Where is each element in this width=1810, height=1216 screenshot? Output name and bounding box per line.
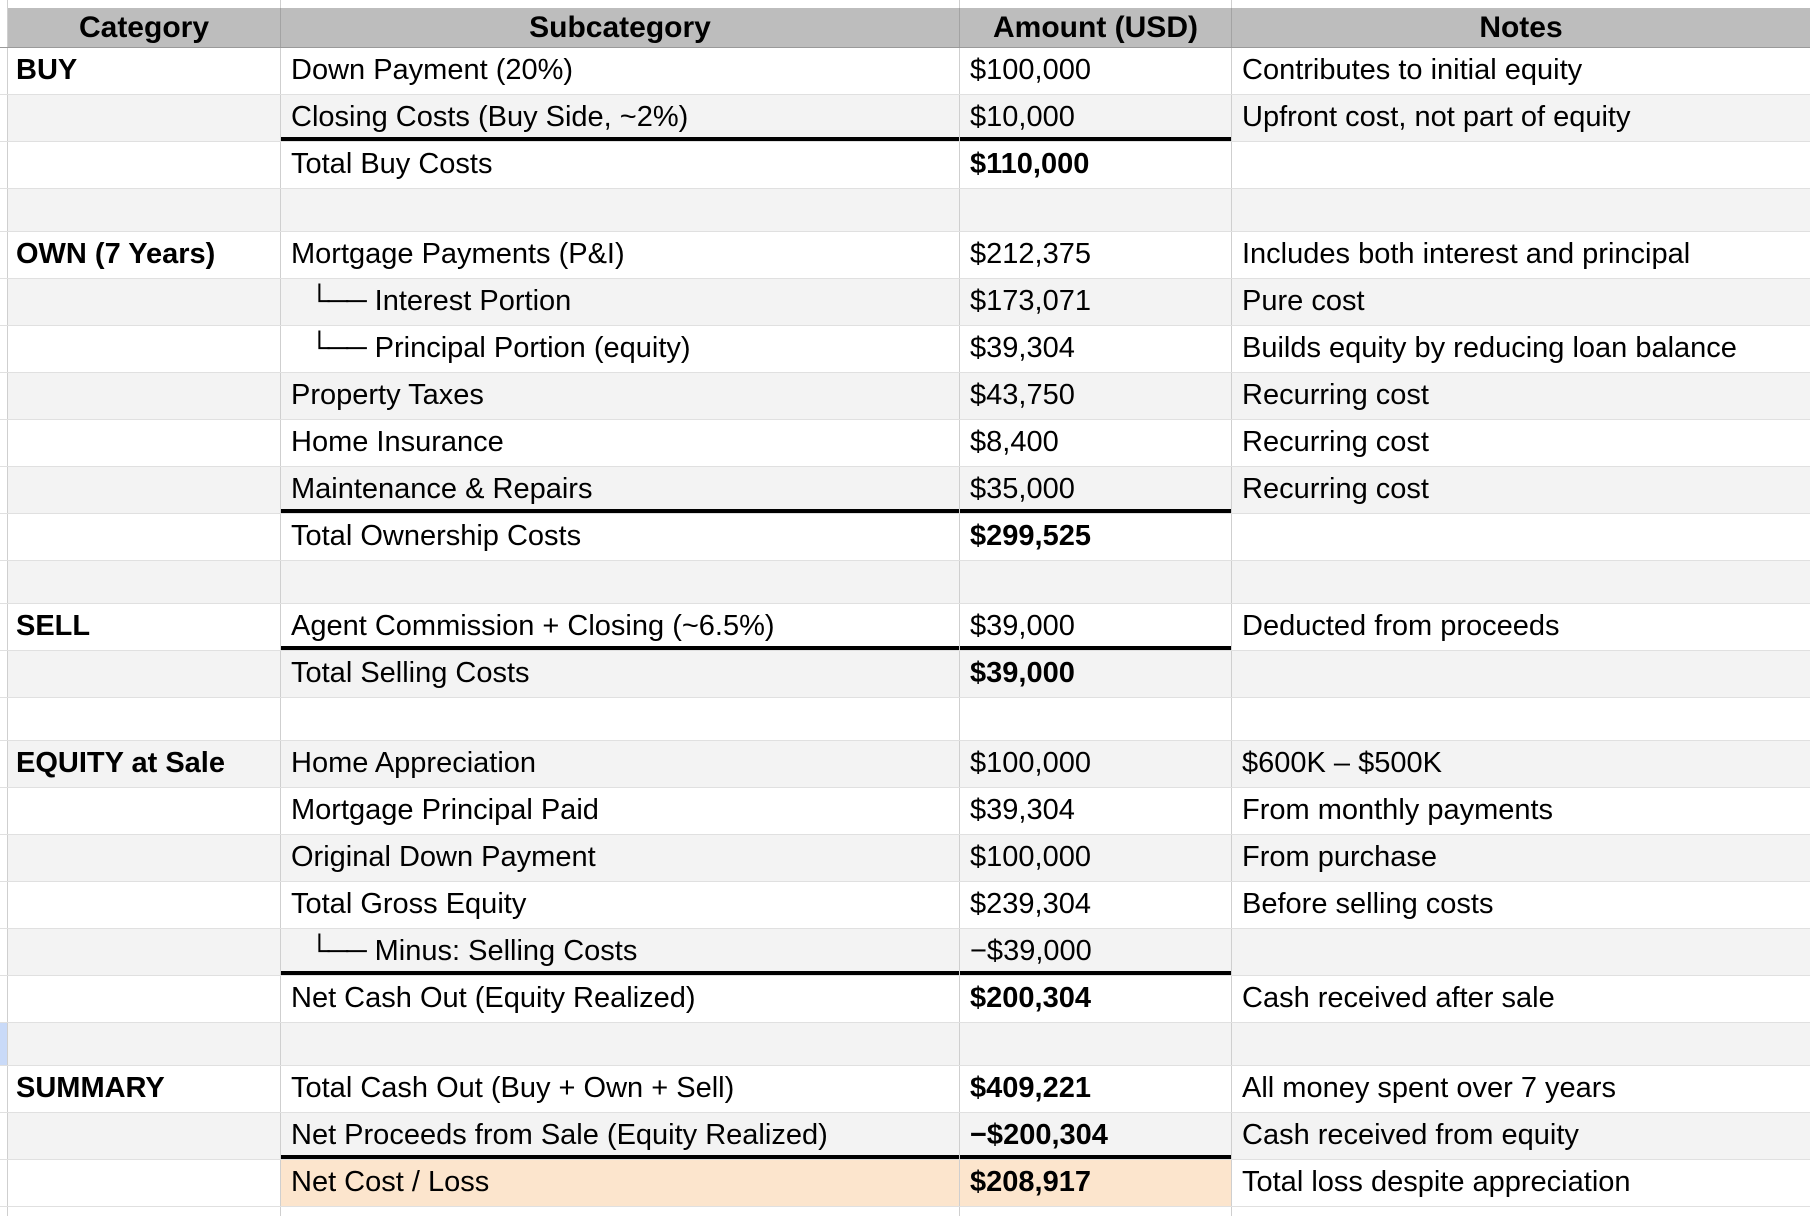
notes-cell[interactable]: Cash received after sale bbox=[1242, 982, 1555, 1015]
subcategory-cell[interactable] bbox=[281, 467, 960, 513]
table-row bbox=[0, 1160, 1810, 1207]
category-cell bbox=[8, 0, 281, 8]
blank-row bbox=[0, 1023, 1810, 1066]
row-header-strip[interactable] bbox=[0, 467, 8, 513]
notes-cell[interactable]: Builds equity by reducing loan balance bbox=[1242, 332, 1737, 365]
row-header-strip[interactable] bbox=[0, 48, 8, 94]
notes-cell[interactable]: From purchase bbox=[1242, 841, 1438, 874]
category-cell[interactable] bbox=[8, 976, 281, 1022]
subcategory-cell[interactable] bbox=[281, 1113, 960, 1159]
category-cell[interactable] bbox=[8, 882, 281, 928]
category-cell[interactable]: EQUITY at Sale bbox=[8, 741, 281, 787]
category-cell[interactable]: SELL bbox=[8, 604, 281, 650]
subcategory-label: Maintenance & Repairs bbox=[291, 473, 593, 506]
table-row bbox=[0, 420, 1810, 467]
subcategory-label: Total Ownership Costs bbox=[291, 520, 582, 553]
subcategory-cell[interactable] bbox=[281, 48, 960, 94]
category-cell[interactable] bbox=[8, 1023, 281, 1065]
amount-cell[interactable]: $299,525 bbox=[960, 514, 1232, 560]
row-header-strip[interactable] bbox=[0, 976, 8, 1022]
category-cell[interactable] bbox=[8, 514, 281, 560]
category-cell[interactable] bbox=[8, 788, 281, 834]
amount-cell bbox=[960, 0, 1232, 8]
row-header-strip[interactable] bbox=[0, 189, 8, 231]
table-row bbox=[0, 467, 1810, 514]
notes-cell[interactable] bbox=[1232, 651, 1810, 697]
row-header-strip[interactable] bbox=[0, 604, 8, 650]
row-header-strip[interactable] bbox=[0, 279, 8, 325]
row-header-strip[interactable] bbox=[0, 1160, 8, 1206]
notes-cell[interactable] bbox=[1232, 514, 1810, 560]
table-row bbox=[0, 48, 1810, 95]
amount-cell[interactable]: $173,071 bbox=[960, 279, 1232, 325]
category-cell[interactable]: BUY bbox=[8, 48, 281, 94]
table-row bbox=[0, 882, 1810, 929]
row-header-strip-selected[interactable] bbox=[0, 1023, 8, 1065]
partial-row-bottom bbox=[0, 1207, 1810, 1216]
table-row bbox=[0, 514, 1810, 561]
subcategory-label: Agent Commission + Closing (~6.5%) bbox=[291, 610, 775, 643]
amount-cell[interactable]: −$200,304 bbox=[960, 1113, 1232, 1159]
row-header-strip[interactable] bbox=[0, 1113, 8, 1159]
table-row bbox=[0, 1066, 1810, 1113]
subcategory-cell[interactable] bbox=[281, 373, 960, 419]
notes-cell[interactable]: All money spent over 7 years bbox=[1242, 1072, 1616, 1105]
subcategory-cell[interactable] bbox=[281, 232, 960, 278]
row-header-strip bbox=[0, 1207, 8, 1216]
notes-cell[interactable]: Recurring cost bbox=[1242, 426, 1429, 459]
tree-connector-icon: └── bbox=[309, 935, 365, 968]
table-row bbox=[0, 788, 1810, 835]
amount-cell[interactable]: $239,304 bbox=[960, 882, 1232, 928]
subcategory-label: Minus: Selling Costs bbox=[374, 935, 638, 968]
notes-cell bbox=[1232, 0, 1810, 8]
subcategory-label: Net Cash Out (Equity Realized) bbox=[291, 982, 696, 1015]
notes-cell[interactable] bbox=[1232, 561, 1810, 603]
row-header-strip[interactable] bbox=[0, 929, 8, 975]
category-cell[interactable] bbox=[8, 698, 281, 740]
table-row bbox=[0, 373, 1810, 420]
subcategory-label: Mortgage Payments (P&I) bbox=[291, 238, 625, 271]
subcategory-label: Home Appreciation bbox=[291, 747, 537, 780]
subcategory-label: Mortgage Principal Paid bbox=[291, 794, 599, 827]
row-header-strip[interactable] bbox=[0, 741, 8, 787]
table-row bbox=[0, 651, 1810, 698]
subcategory-label: Net Cost / Loss bbox=[291, 1166, 490, 1199]
category-cell[interactable] bbox=[8, 95, 281, 141]
notes-cell[interactable]: $600K – $500K bbox=[1242, 747, 1442, 780]
subcategory-cell[interactable] bbox=[281, 929, 960, 975]
category-cell bbox=[8, 1207, 281, 1216]
table-row bbox=[0, 232, 1810, 279]
notes-cell[interactable]: Recurring cost bbox=[1242, 473, 1429, 506]
category-cell[interactable] bbox=[8, 142, 281, 188]
partial-row-top bbox=[0, 0, 1810, 8]
table-row bbox=[0, 142, 1810, 189]
row-header-strip[interactable] bbox=[0, 651, 8, 697]
subcategory-cell[interactable] bbox=[281, 651, 960, 697]
amount-cell[interactable]: $212,375 bbox=[960, 232, 1232, 278]
subcategory-cell[interactable] bbox=[281, 1066, 960, 1112]
amount-cell[interactable]: $200,304 bbox=[960, 976, 1232, 1022]
amount-cell[interactable]: $100,000 bbox=[960, 48, 1232, 94]
subcategory-cell[interactable] bbox=[281, 95, 960, 141]
notes-cell[interactable] bbox=[1232, 1023, 1810, 1065]
row-header-strip[interactable] bbox=[0, 373, 8, 419]
row-header-strip[interactable] bbox=[0, 95, 8, 141]
table-row bbox=[0, 326, 1810, 373]
subcategory-label: Total Selling Costs bbox=[291, 657, 530, 690]
category-cell[interactable] bbox=[8, 651, 281, 697]
category-cell[interactable] bbox=[8, 835, 281, 881]
subcategory-cell[interactable] bbox=[281, 604, 960, 650]
column-header-amount[interactable]: Amount (USD) bbox=[960, 8, 1232, 47]
row-header-strip[interactable] bbox=[0, 882, 8, 928]
table-row bbox=[0, 95, 1810, 142]
row-header-strip[interactable] bbox=[0, 835, 8, 881]
category-cell[interactable] bbox=[8, 1113, 281, 1159]
notes-cell[interactable] bbox=[1232, 698, 1810, 740]
amount-cell[interactable] bbox=[960, 698, 1232, 740]
category-cell[interactable]: SUMMARY bbox=[8, 1066, 281, 1112]
notes-cell[interactable]: Total loss despite appreciation bbox=[1242, 1166, 1631, 1199]
notes-cell bbox=[1232, 1207, 1810, 1216]
amount-cell[interactable]: $208,917 bbox=[960, 1160, 1232, 1206]
row-header-strip bbox=[0, 8, 8, 47]
subcategory-cell[interactable] bbox=[281, 189, 960, 231]
subcategory-cell[interactable] bbox=[281, 835, 960, 881]
notes-cell[interactable] bbox=[1232, 142, 1810, 188]
row-header-strip[interactable] bbox=[0, 420, 8, 466]
amount-cell[interactable] bbox=[960, 1023, 1232, 1065]
notes-cell[interactable]: From monthly payments bbox=[1242, 794, 1554, 827]
amount-cell[interactable]: $35,000 bbox=[960, 467, 1232, 513]
blank-row bbox=[0, 189, 1810, 232]
column-header-category[interactable]: Category bbox=[8, 8, 281, 47]
header-row bbox=[0, 8, 1810, 48]
amount-cell[interactable]: $39,000 bbox=[960, 651, 1232, 697]
amount-cell[interactable]: −$39,000 bbox=[960, 929, 1232, 975]
blank-row bbox=[0, 561, 1810, 604]
subcategory-cell[interactable] bbox=[281, 561, 960, 603]
row-header-strip[interactable] bbox=[0, 788, 8, 834]
amount-cell[interactable]: $39,304 bbox=[960, 326, 1232, 372]
amount-cell bbox=[960, 1207, 1232, 1216]
category-cell[interactable] bbox=[8, 1160, 281, 1206]
subcategory-cell[interactable] bbox=[281, 788, 960, 834]
column-header-notes[interactable]: Notes bbox=[1232, 8, 1810, 47]
table-row bbox=[0, 604, 1810, 651]
subcategory-label: Original Down Payment bbox=[291, 841, 596, 874]
subcategory-label: Closing Costs (Buy Side, ~2%) bbox=[291, 101, 689, 134]
subcategory-label: Principal Portion (equity) bbox=[374, 332, 691, 365]
subcategory-label: Net Proceeds from Sale (Equity Realized) bbox=[291, 1119, 828, 1152]
category-cell[interactable] bbox=[8, 929, 281, 975]
subcategory-cell[interactable] bbox=[281, 882, 960, 928]
notes-cell[interactable]: Upfront cost, not part of equity bbox=[1242, 101, 1631, 134]
subcategory-label: Total Gross Equity bbox=[291, 888, 527, 921]
amount-cell[interactable]: $39,000 bbox=[960, 604, 1232, 650]
amount-cell[interactable]: $10,000 bbox=[960, 95, 1232, 141]
table-row bbox=[0, 1113, 1810, 1160]
subcategory-cell[interactable] bbox=[281, 1160, 960, 1206]
table-row bbox=[0, 835, 1810, 882]
notes-cell[interactable] bbox=[1232, 929, 1810, 975]
amount-cell[interactable]: $110,000 bbox=[960, 142, 1232, 188]
row-header-strip[interactable] bbox=[0, 698, 8, 740]
table-row bbox=[0, 929, 1810, 976]
amount-cell[interactable] bbox=[960, 561, 1232, 603]
notes-cell[interactable]: Contributes to initial equity bbox=[1242, 54, 1583, 87]
amount-cell[interactable]: $409,221 bbox=[960, 1066, 1232, 1112]
category-cell[interactable] bbox=[8, 279, 281, 325]
subcategory-label: Total Cash Out (Buy + Own + Sell) bbox=[291, 1072, 735, 1105]
row-header-strip[interactable] bbox=[0, 326, 8, 372]
subcategory-cell[interactable] bbox=[281, 279, 960, 325]
notes-cell[interactable]: Pure cost bbox=[1242, 285, 1365, 318]
row-header-strip[interactable] bbox=[0, 514, 8, 560]
subcategory-cell[interactable] bbox=[281, 326, 960, 372]
amount-cell[interactable] bbox=[960, 189, 1232, 231]
subcategory-cell[interactable] bbox=[281, 976, 960, 1022]
row-header-strip[interactable] bbox=[0, 232, 8, 278]
subcategory-cell[interactable] bbox=[281, 142, 960, 188]
table-row bbox=[0, 741, 1810, 788]
category-cell[interactable] bbox=[8, 326, 281, 372]
table-row bbox=[0, 279, 1810, 326]
tree-connector-icon: └── bbox=[309, 332, 365, 365]
table-row bbox=[0, 976, 1810, 1023]
subcategory-label: Down Payment (20%) bbox=[291, 54, 574, 87]
subcategory-cell[interactable] bbox=[281, 1023, 960, 1065]
amount-cell[interactable]: $100,000 bbox=[960, 741, 1232, 787]
category-cell[interactable]: OWN (7 Years) bbox=[8, 232, 281, 278]
category-cell[interactable] bbox=[8, 420, 281, 466]
notes-cell[interactable]: Includes both interest and principal bbox=[1242, 238, 1691, 271]
notes-cell[interactable]: Cash received from equity bbox=[1242, 1119, 1579, 1152]
subcategory-cell[interactable] bbox=[281, 420, 960, 466]
notes-cell[interactable]: Recurring cost bbox=[1242, 379, 1429, 412]
blank-row bbox=[0, 698, 1810, 741]
row-header-strip[interactable] bbox=[0, 561, 8, 603]
subcategory-label: Property Taxes bbox=[291, 379, 484, 412]
subcategory-label: Home Insurance bbox=[291, 426, 504, 459]
subcategory-cell bbox=[281, 1207, 960, 1216]
category-cell[interactable] bbox=[8, 373, 281, 419]
subcategory-label: Interest Portion bbox=[374, 285, 572, 318]
subcategory-cell bbox=[281, 0, 960, 8]
amount-cell[interactable]: $39,304 bbox=[960, 788, 1232, 834]
category-cell[interactable] bbox=[8, 561, 281, 603]
column-header-subcategory[interactable]: Subcategory bbox=[281, 8, 960, 47]
row-header-strip bbox=[0, 0, 8, 8]
category-cell[interactable] bbox=[8, 189, 281, 231]
row-header-strip[interactable] bbox=[0, 1066, 8, 1112]
row-header-strip[interactable] bbox=[0, 142, 8, 188]
amount-cell[interactable]: $100,000 bbox=[960, 835, 1232, 881]
amount-cell[interactable]: $8,400 bbox=[960, 420, 1232, 466]
category-cell[interactable] bbox=[8, 467, 281, 513]
subcategory-label: Total Buy Costs bbox=[291, 148, 493, 181]
amount-cell[interactable]: $43,750 bbox=[960, 373, 1232, 419]
subcategory-cell[interactable] bbox=[281, 514, 960, 560]
notes-cell[interactable] bbox=[1232, 189, 1810, 231]
subcategory-cell[interactable] bbox=[281, 698, 960, 740]
subcategory-cell[interactable] bbox=[281, 741, 960, 787]
notes-cell[interactable]: Deducted from proceeds bbox=[1242, 610, 1560, 643]
notes-cell[interactable]: Before selling costs bbox=[1242, 888, 1494, 921]
tree-connector-icon: └── bbox=[309, 285, 365, 318]
